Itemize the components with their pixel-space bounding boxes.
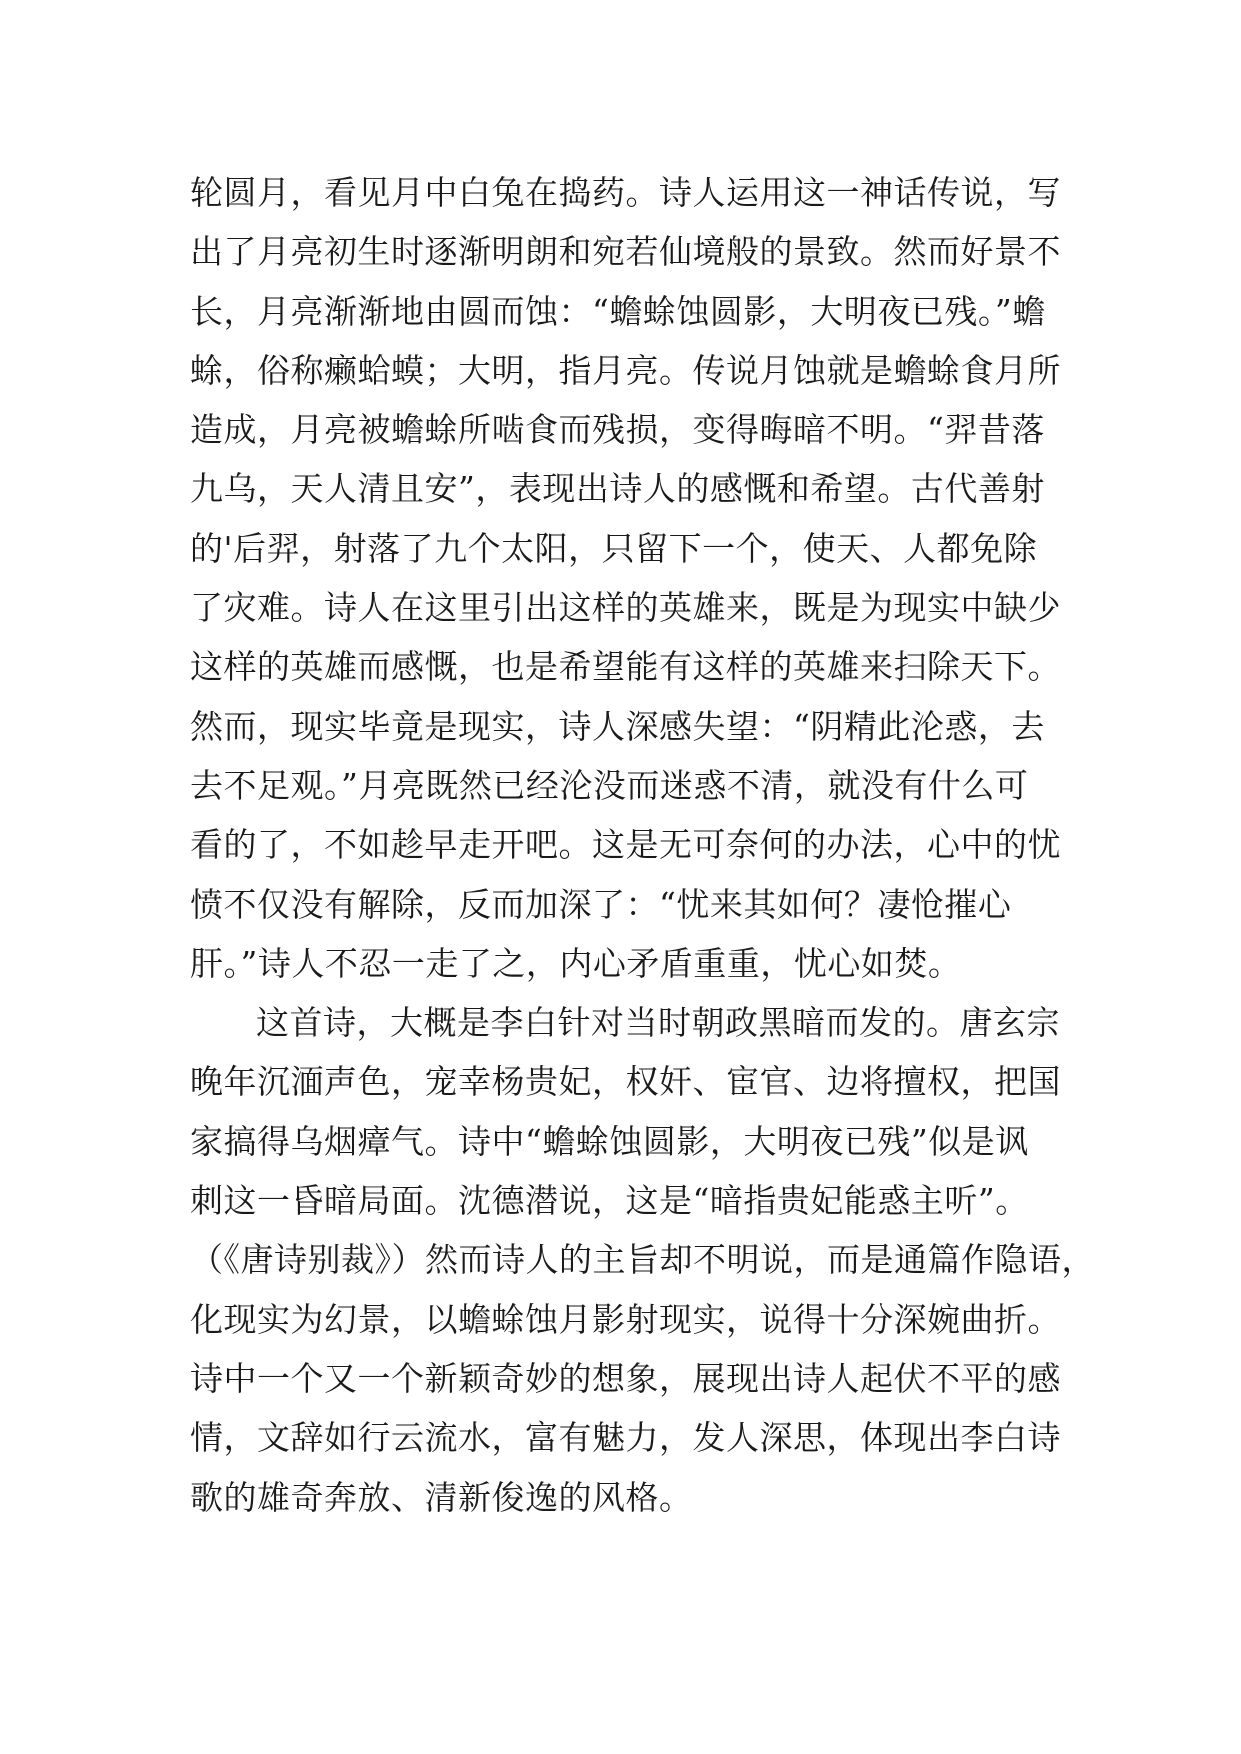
text-line: 去不足观。”月亮既然已经沦没而迷惑不清，就没有什么可 (190, 765, 1029, 805)
text-line: 的'后羿，射落了九个太阳，只留下一个，使天、人都免除 (190, 528, 1038, 568)
text-line: 看的了，不如趁早走开吧。这是无可奈何的办法，心中的忧 (190, 825, 1061, 865)
text-line: 长，月亮渐渐地由圆而蚀：“蟾蜍蚀圆影，大明夜已残。”蟾 (190, 291, 1046, 331)
text-line: 化现实为幻景，以蟾蜍蚀月影射现实，说得十分深婉曲折。 (190, 1299, 1061, 1339)
text-line: 蜍，俗称癞蛤蟆；大明，指月亮。传说月蚀就是蟾蜍食月所 (190, 350, 1061, 390)
text-line: 家搞得乌烟瘴气。诗中“蟾蜍蚀圆影，大明夜已残”似是讽 (190, 1121, 1029, 1161)
text-line: 歌的雄奇奔放、清新俊逸的风格。 (190, 1477, 693, 1517)
text-line: 肝。”诗人不忍一走了之，内心矛盾重重，忧心如焚。 (190, 943, 962, 983)
text-line: 出了月亮初生时逐渐明朗和宛若仙境般的景致。然而好景不 (190, 232, 1061, 272)
text-line: 轮圆月，看见月中白兔在捣药。诗人运用这一神话传说，写 (190, 173, 1061, 212)
text-line: 九乌，天人清且安”，表现出诗人的感慨和希望。古代善射 (190, 469, 1045, 509)
text-line: 诗中一个又一个新颖奇妙的想象，展现出诗人起伏不平的感 (190, 1358, 1061, 1398)
paragraph-start-line: 这首诗，大概是李白针对当时朝政黑暗而发的。唐玄宗 (256, 1003, 1060, 1043)
document-text (190, 163, 1095, 1527)
text-line: 了灾难。诗人在这里引出这样的英雄来，既是为现实中缺少 (190, 588, 1061, 628)
text-line: 愤不仅没有解除，反而加深了：“忧来其如何？凄怆摧心 (190, 884, 1012, 924)
text-line: 然而，现实毕竟是现实，诗人深感失望：“阴精此沦惑，去 (190, 706, 1045, 746)
text-line: 造成，月亮被蟾蜍所啮食而残损，变得晦暗不明。“羿昔落 (190, 410, 1045, 450)
text-line: 晚年沉湎声色，宠幸杨贵妃，权奸、宦官、边将擅权，把国 (190, 1062, 1061, 1102)
text-line: 刺这一昏暗局面。沈德潜说，这是“暗指贵妃能惑主听”。 (190, 1181, 1029, 1221)
text-line: （《唐诗别裁》）然而诗人的主旨却不明说，而是通篇作隐语， (190, 1240, 1095, 1280)
text-line: 这样的英雄而感慨，也是希望能有这样的英雄来扫除天下。 (190, 647, 1061, 687)
text-line: 情，文辞如行云流水，富有魅力，发人深思，体现出李白诗 (190, 1418, 1061, 1458)
